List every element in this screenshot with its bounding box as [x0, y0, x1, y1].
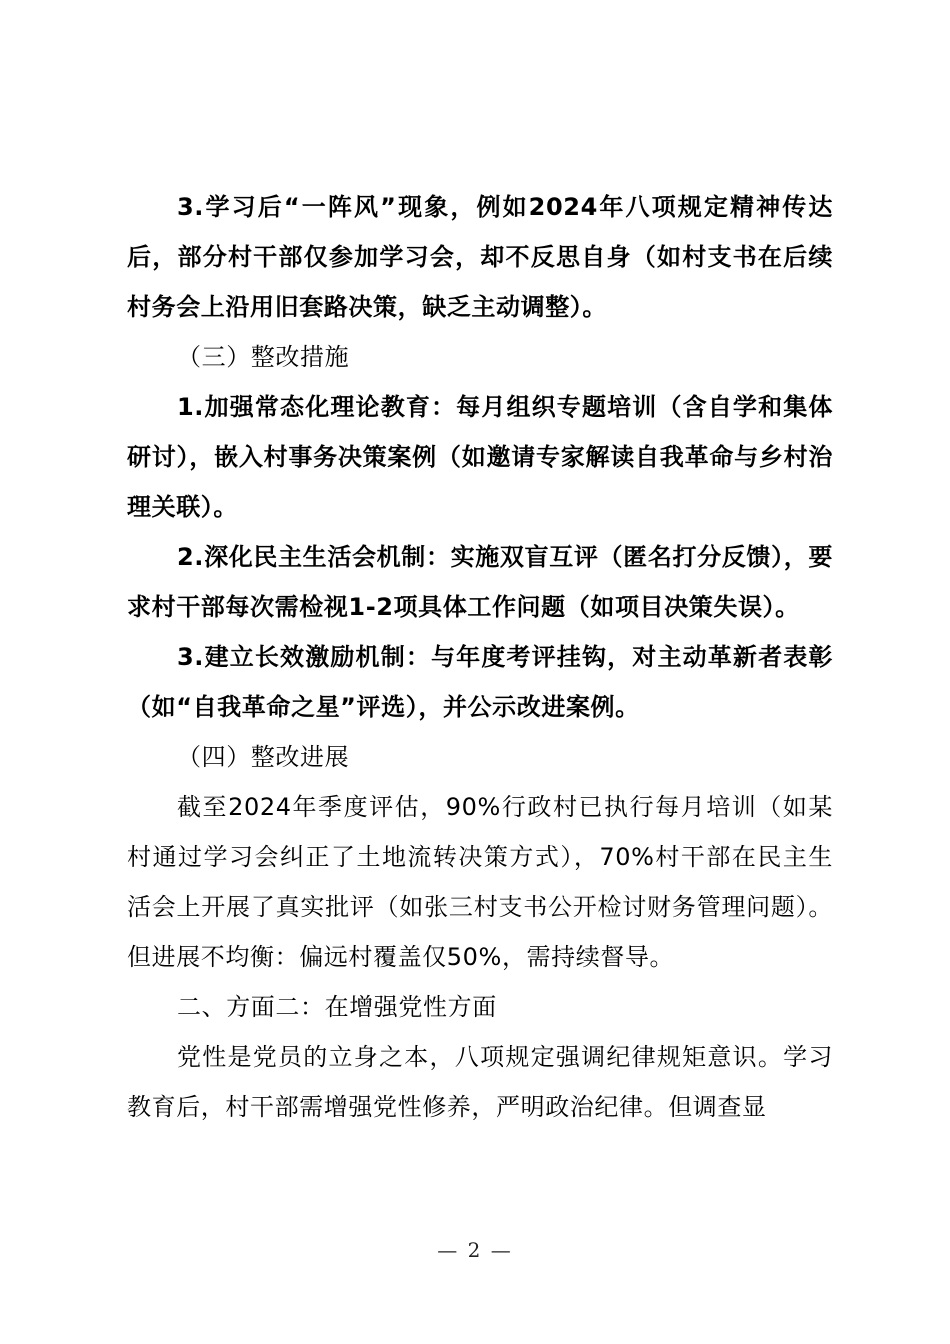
paragraph-party-spirit: 党性是党员的立身之本，八项规定强调纪律规矩意识。学习教育后，村干部需增强党性修养，严明政治纪律。但调查显 — [127, 1043, 833, 1121]
section-heading-rectification-measures: （三）整改措施 — [177, 343, 350, 371]
paragraph-measure-1: 1.加强常态化理论教育：每月组织专题培训（含自学和集体研讨），嵌入村事务决策案例（如邀请专家解读自我革命与乡村治理关联）。 — [127, 393, 833, 521]
paragraph-progress: 截至2024年季度评估，90%行政村已执行每月培训（如某村通过学习会纠正了土地流转决策方式），70%村干部在民主生活会上开展了真实批评（如张三村支书公开检讨财务管理问题）。但进展不均衡：偏远村覆盖仅50%，需持续督导。 — [127, 793, 833, 971]
paragraph-measure-3: 3.建立长效激励机制：与年度考评挂钩，对主动革新者表彰（如“自我革命之星”评选），并公示改进案例。 — [127, 643, 833, 721]
section-heading-aspect-two: 二、方面二：在增强党性方面 — [177, 993, 497, 1021]
section-heading-rectification-progress: （四）整改进展 — [177, 743, 350, 771]
paragraph-issue-3: 3.学习后“一阵风”现象，例如2024年八项规定精神传达后，部分村干部仅参加学习会，却不反思自身（如村支书在后续村务会上沿用旧套路决策，缺乏主动调整）。 — [127, 193, 833, 321]
document-body — [127, 182, 833, 1132]
paragraph-measure-2: 2.深化民主生活会机制：实施双盲互评（匿名打分反馈），要求村干部每次需检视1-2项具体工作问题（如项目决策失误）。 — [127, 543, 833, 621]
page-number: — 2 — — [437, 1238, 513, 1262]
